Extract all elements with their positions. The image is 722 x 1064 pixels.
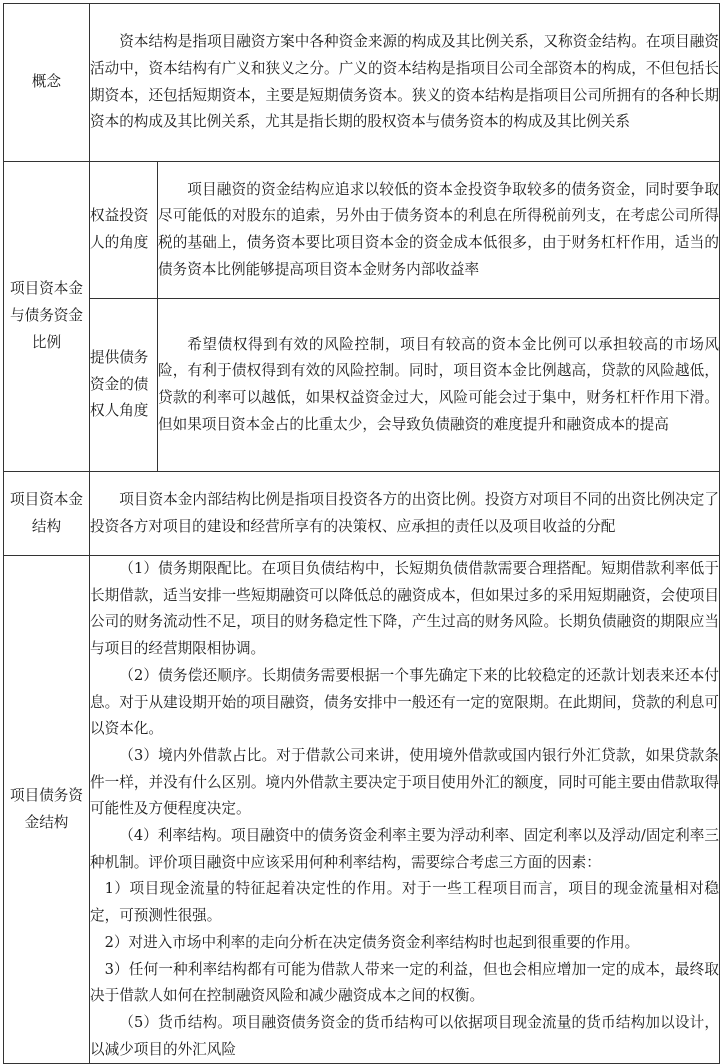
row-debt-structure [4, 556, 720, 1064]
capital-structure-paragraph: 项目资本金内部结构比例是指项目投资各方的出资比例。投资方对项目不同的出资比例决定了投资各方对项目的建设和经营所享有的决策权、应承担的责任以及项目收益的分配 [90, 490, 720, 535]
row-concept [4, 4, 720, 162]
concept-text [90, 4, 720, 162]
equity-investor-label: 权益投资人的角度 [90, 162, 158, 299]
debt-paragraph: （5）货币结构。项目融资债务资金的货币结构可以依据项目现金流量的货币结构加以设计，以减少项目的外汇风险 [90, 1013, 720, 1058]
row-creditor-perspective [4, 299, 720, 472]
capital-structure-table [3, 3, 720, 1064]
capital-structure-label: 项目资本金结构 [4, 472, 90, 556]
ratio-label: 项目资本金与债务资金比例 [4, 162, 90, 472]
debt-structure-text [90, 556, 720, 1064]
creditor-paragraph: 希望债权得到有效的风险控制，项目有较高的资本金比例可以承担较高的市场风险，有利于债权得到有效的风险控制。同时，项目资本金比例越高，贷款的风险越低，贷款的利率可以越低，如果权益资金过大，风险可能会过于集中，财务杠杆作用下滑。但如果项目资本金占的比重太少，会导致负债融资的难度提升和融资成本的提高 [158, 335, 720, 433]
capital-structure-text [90, 472, 720, 556]
debt-subparagraph: 1）项目现金流量的特征起着决定性的作用。对于一些工程项目而言，项目的现金流量相对稳定，可预测性很强。 [90, 880, 720, 925]
debt-paragraph: （4）利率结构。项目融资中的债务资金利率主要为浮动利率、固定利率以及浮动/固定利率三种机制。评价项目融资中应该采用何种利率结构，需要综合考虑三方面的因素： [90, 827, 720, 871]
creditor-label: 提供债务资金的债权人角度 [90, 299, 158, 472]
debt-paragraph: （2）债务偿还顺序。长期债务需要根据一个事先确定下来的比较稳定的还款计划表来还本付息。对于从建设期开始的项目融资，债务安排中一般还有一定的宽限期。在此期间，贷款的利息可以资本化。 [90, 666, 720, 738]
equity-paragraph: 项目融资的资金结构应追求以较低的资本金投资争取较多的债务资金，同时要争取尽可能低的对股东的追索，另外由于债务资本的利息在所得税前列支，在考虑公司所得税的基础上，债务资本要比项目资本金的资金成本低很多，由于财务杠杆作用，适当的债务资本比例能够提高项目资本金财务内部收益率 [158, 180, 720, 278]
row-equity-perspective [4, 162, 720, 299]
equity-investor-text [158, 162, 720, 299]
concept-label: 概念 [4, 4, 90, 162]
creditor-text [158, 299, 720, 472]
concept-paragraph: 资本结构是指项目融资方案中各种资金来源的构成及其比例关系，又称资金结构。在项目融资活动中，资本结构有广义和狭义之分。广义的资本结构是指项目公司全部资本的构成，不但包括长期资本，还包括短期资本，主要是短期债务资本。狭义的资本结构是指项目公司所拥有的各种长期资本的构成及其比例关系，尤其是指长期的股权资本与债务资本的构成及其比例关系 [90, 33, 720, 131]
debt-paragraph: （3）境内外借款占比。对于借款公司来讲，使用境外借款或国内银行外汇贷款，如果贷款条件一样，并没有什么区别。境内外借款主要决定于项目使用外汇的额度，同时可能主要由借款取得可能性及方便程度决定。 [90, 746, 720, 818]
debt-subparagraph: 3）任何一种利率结构都有可能为借款人带来一定的利益，但也会相应增加一定的成本，最终取决于借款人如何在控制融资风险和减少融资成本之间的权衡。 [90, 960, 720, 1005]
row-capital-structure [4, 472, 720, 556]
debt-subparagraph: 2）对进入市场中利率的走向分析在决定债务资金利率结构时也起到很重要的作用。 [104, 933, 640, 951]
debt-paragraph: （1）债务期限配比。在项目负债结构中，长短期负债借款需要合理搭配。短期借款利率低于长期借款，适当安排一些短期融资可以降低总的融资成本，但如果过多的采用短期融资，会使项目公司的财务流动性不足，项目的财务稳定性下降，产生过高的财务风险。长期负债融资的期限应当与项目的经营期限相协调。 [90, 560, 720, 658]
debt-structure-label: 项目债务资金结构 [4, 556, 90, 1064]
